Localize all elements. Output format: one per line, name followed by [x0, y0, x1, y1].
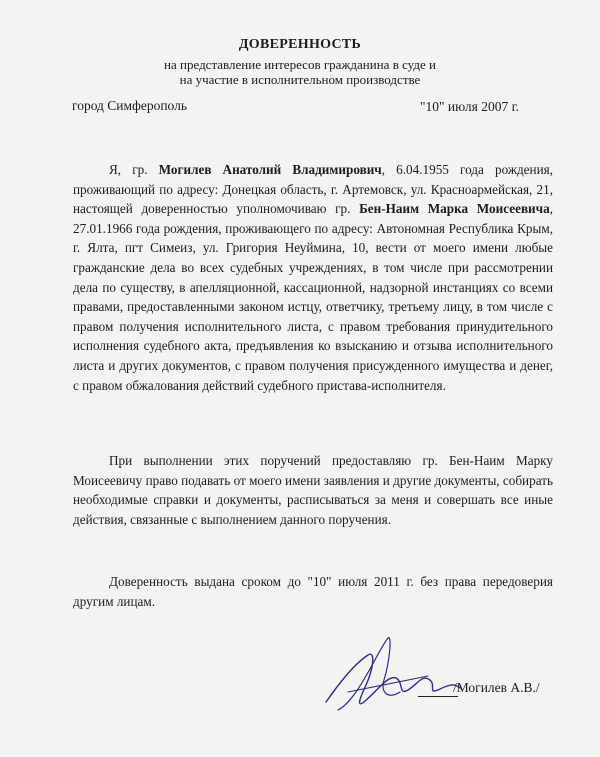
p1-mid: , 6.04.1955 года рождения, проживающий по адресу: Донецкая область, г. Артемовск, ул. Красноармейская, 21, настоящей доверенностью уполномочиваю гр.: [73, 162, 553, 217]
handwritten-signature: [318, 630, 468, 725]
signature-line: [418, 696, 458, 697]
p3-text: Доверенность выдана сроком до "10" июля 2011 г. без права передоверия другим лицам.: [73, 574, 553, 609]
document-subtitle-line1: на представление интересов гражданина в суде и: [164, 57, 436, 72]
p1-end: , 27.01.1966 года рождения, проживающего по адресу: Автономная Республика Крым, г. Ялта, пгт Симеиз, ул. Григория Неуймина, 10, вести от моего имени любые гражданские дела во всех судебных учреждениях, в том числе при рассмотрении дела по существу, в апелляционной, кассационной, надзорной инстанциях со всеми правами, предоставленными законом истцу, ответчику, третьему лицу, в том числе с правом получения исполнительного листа, с правом требования принудительного исполнения судебного акта, предъявления ко взысканию и отзыва исполнительного листа и других документов, с правом получения присужденного имущества и денег, с правом обжалования действий судебного пристава-исполнителя.: [73, 201, 553, 393]
agent-name: Бен-Наим Марка Моисеевича: [359, 201, 550, 217]
document-date: "10" июля 2007 г.: [420, 99, 519, 114]
document-subtitle-line2: на участие в исполнительном производстве: [179, 72, 421, 87]
document-city: город Симферополь: [72, 98, 188, 113]
paragraph-term: [73, 572, 553, 611]
p1-start: Я, гр.: [109, 162, 159, 177]
signer-name: /Могилев А.В./: [453, 680, 540, 695]
paragraph-grant: [73, 160, 553, 395]
document-title: ДОВЕРЕННОСТЬ: [238, 37, 362, 52]
paragraph-powers: [73, 451, 553, 529]
p2-text: При выполнении этих поручений предоставляю гр. Бен-Наим Марку Моисеевичу право подавать от моего имени заявления и другие документы, собирать необходимые справки и документы, расписываться за меня и совершать все иные действия, связанные с выполнением данного поручения.: [73, 453, 553, 527]
principal-name: Могилев Анатолий Владимирович: [158, 162, 382, 177]
